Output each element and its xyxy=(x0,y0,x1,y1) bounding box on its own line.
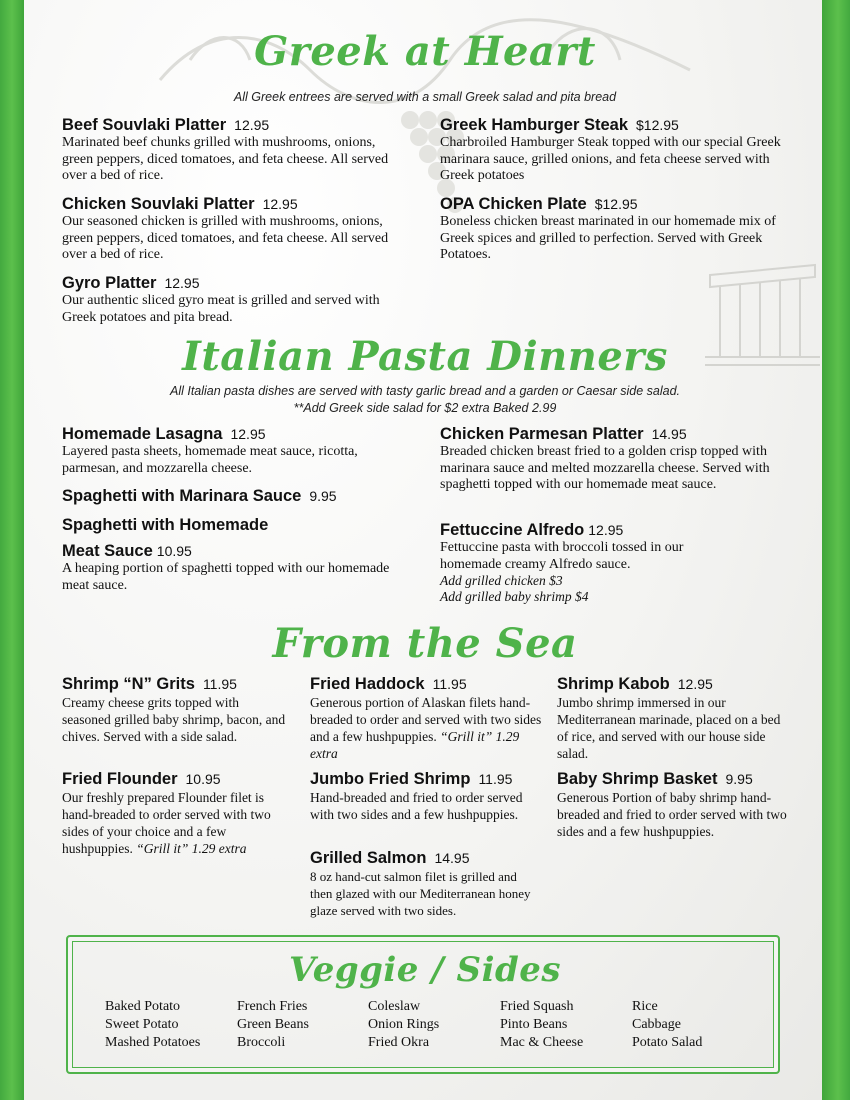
item-name: Greek Hamburger Steak xyxy=(440,116,629,134)
menu-item-greek-hamburger-steak xyxy=(440,115,800,185)
side-item: French Fries xyxy=(237,999,308,1014)
item-description: Jumbo shrimp immersed in our Mediterranean marinade, placed on a bed of rice, and served with our house side salad. xyxy=(557,695,781,761)
menu-item-spaghetti-meat-sauce xyxy=(62,515,402,594)
italian-section-title: Italian Pasta Dinners xyxy=(182,333,668,380)
item-name: Shrimp “N” Grits xyxy=(62,675,195,693)
item-description: 8 oz hand-cut salmon filet is grilled and then glazed with our Mediterranean honey glaze served with two sides. xyxy=(310,869,531,918)
item-name: Fried Flounder xyxy=(62,770,178,788)
item-name-line1: Spaghetti with Homemade xyxy=(62,516,269,534)
item-price: 9.95 xyxy=(309,488,337,504)
item-addon-shrimp: Add grilled baby shrimp $4 xyxy=(440,589,589,604)
item-name: Grilled Salmon xyxy=(310,849,427,867)
item-name: Jumbo Fried Shrimp xyxy=(310,770,471,788)
item-price: 11.95 xyxy=(478,771,513,787)
side-item: Potato Salad xyxy=(632,1035,703,1050)
menu-item-fried-haddock xyxy=(310,674,542,762)
item-price: 12.95 xyxy=(677,676,713,692)
side-item: Onion Rings xyxy=(368,1017,440,1032)
item-price: $12.95 xyxy=(594,196,638,212)
menu-item-jumbo-fried-shrimp xyxy=(310,769,542,823)
sides-column-5 xyxy=(632,998,702,1052)
item-description: Fettuccine pasta with broccoli tossed in our homemade creamy Alfredo sauce. xyxy=(440,540,684,572)
item-description: Charbroiled Hamburger Steak topped with our special Greek marinara sauce, grilled onions, and feta cheese served with Greek potatoes xyxy=(440,135,781,183)
menu-item-spaghetti-marinara xyxy=(62,486,422,506)
side-item: Cabbage xyxy=(632,1017,681,1032)
item-description-text: Our freshly prepared Flounder filet is hand-breaded to order served with two sides of your choice and a few hushpuppies. xyxy=(62,790,271,856)
side-item: Rice xyxy=(632,999,658,1014)
item-price: $12.95 xyxy=(636,117,679,133)
item-description: Hand-breaded and fried to order served with two sides and a few hushpuppies. xyxy=(310,790,523,822)
sides-column-1 xyxy=(105,998,200,1052)
sides-section-title: Veggie / Sides xyxy=(288,950,562,990)
grill-it-note: “Grill it” 1.29 extra xyxy=(136,841,247,856)
item-description: Marinated beef chunks grilled with mushrooms, onions, green peppers, diced tomatoes, and feta cheese. All served over a bed of rice. xyxy=(62,135,389,183)
menu-item-chicken-souvlaki xyxy=(62,194,402,264)
menu-item-shrimp-kabob xyxy=(557,674,789,762)
side-item: Mashed Potatoes xyxy=(105,1035,201,1050)
side-item: Coleslaw xyxy=(368,999,421,1014)
item-name: Fried Haddock xyxy=(310,675,425,693)
item-addon-chicken: Add grilled chicken $3 xyxy=(440,573,563,588)
item-description: Breaded chicken breast fried to a golden crisp topped with marinara sauce and melted mozzarella cheese. Served with spaghetti topped with our homemade meat sauce. xyxy=(440,444,770,492)
item-name: Shrimp Kabob xyxy=(557,675,670,693)
item-price: 14.95 xyxy=(434,850,470,866)
menu-item-baby-shrimp-basket xyxy=(557,769,789,840)
menu-item-grilled-salmon xyxy=(310,848,542,919)
item-name: OPA Chicken Plate xyxy=(440,195,587,213)
menu-item-fettuccine-alfredo xyxy=(440,520,740,605)
item-price: 12.95 xyxy=(588,522,624,538)
item-description: Generous Portion of baby shrimp hand-breaded and fried to order served with two sides and a few hushpuppies. xyxy=(557,790,787,839)
item-name: Homemade Lasagna xyxy=(62,425,223,443)
side-item: Broccoli xyxy=(237,1035,286,1050)
sea-section-title: From the Sea xyxy=(272,620,578,667)
grill-it-note: “Grill it” 1.29 extra xyxy=(310,729,520,761)
side-item: Pinto Beans xyxy=(500,1017,568,1032)
sides-column-2 xyxy=(237,998,309,1052)
item-price: 11.95 xyxy=(202,676,237,692)
side-item: Mac & Cheese xyxy=(500,1035,584,1050)
item-description: Our authentic sliced gyro meat is grilled and served with Greek potatoes and pita bread. xyxy=(62,293,380,325)
item-price: 10.95 xyxy=(156,543,192,559)
item-description xyxy=(310,694,542,762)
greek-section-note: All Greek entrees are served with a small Greek salad and pita bread xyxy=(233,90,617,104)
item-name: Baby Shrimp Basket xyxy=(557,770,718,788)
item-price: 12.95 xyxy=(164,275,200,291)
italian-section-note: All Italian pasta dishes are served with tasty garlic bread and a garden or Caesar side salad. xyxy=(169,384,680,398)
item-name: Spaghetti with Marinara Sauce xyxy=(62,487,302,505)
item-name: Chicken Souvlaki Platter xyxy=(62,195,255,213)
menu-item-fried-flounder xyxy=(62,769,297,857)
item-price: 11.95 xyxy=(432,676,467,692)
menu-item-beef-souvlaki xyxy=(62,115,402,185)
item-price: 9.95 xyxy=(725,771,753,787)
menu-item-gyro-platter xyxy=(62,273,402,326)
side-item: Green Beans xyxy=(237,1017,309,1032)
side-item: Sweet Potato xyxy=(105,1017,179,1032)
item-price: 12.95 xyxy=(234,117,270,133)
side-item: Baked Potato xyxy=(105,999,181,1014)
italian-section-extra-note: **Add Greek side salad for $2 extra Baked 2.99 xyxy=(293,401,557,415)
greek-section-title: Greek at Heart xyxy=(254,28,596,75)
item-name-line2: Meat Sauce xyxy=(62,542,153,560)
item-name: Beef Souvlaki Platter xyxy=(62,116,227,134)
side-item: Fried Squash xyxy=(500,999,574,1014)
item-description xyxy=(62,789,297,857)
item-description: Layered pasta sheets, homemade meat sauce, ricotta, parmesan, and mozzarella cheese. xyxy=(62,444,358,476)
menu-item-shrimp-n-grits xyxy=(62,674,287,745)
item-name: Chicken Parmesan Platter xyxy=(440,425,644,443)
side-item: Fried Okra xyxy=(368,1035,430,1050)
item-price: 12.95 xyxy=(230,426,266,442)
item-description: Creamy cheese grits topped with seasoned grilled baby shrimp, bacon, and chives. Served with a side salad. xyxy=(62,695,286,744)
menu-item-chicken-parmesan xyxy=(440,424,800,494)
item-name: Gyro Platter xyxy=(62,274,157,292)
sides-column-3 xyxy=(368,998,439,1052)
item-description: A heaping portion of spaghetti topped with our homemade meat sauce. xyxy=(62,561,390,593)
item-price: 14.95 xyxy=(651,426,687,442)
item-price: 10.95 xyxy=(185,771,221,787)
menu-item-opa-chicken-plate xyxy=(440,194,800,264)
item-description: Boneless chicken breast marinated in our homemade mix of Greek spices and grilled to perfection. Served with Greek Potatoes. xyxy=(440,214,776,262)
item-name: Fettuccine Alfredo xyxy=(440,521,585,539)
item-description: Our seasoned chicken is grilled with mushrooms, onions, green peppers, diced tomatoes, and feta cheese. All served over a bed of rice. xyxy=(62,214,389,262)
menu-item-homemade-lasagna xyxy=(62,424,402,477)
sides-column-4 xyxy=(500,998,583,1052)
item-description-text: Generous portion of Alaskan filets hand-breaded to order and served with two sides and a few hushpuppies. xyxy=(310,695,542,744)
item-price: 12.95 xyxy=(262,196,298,212)
